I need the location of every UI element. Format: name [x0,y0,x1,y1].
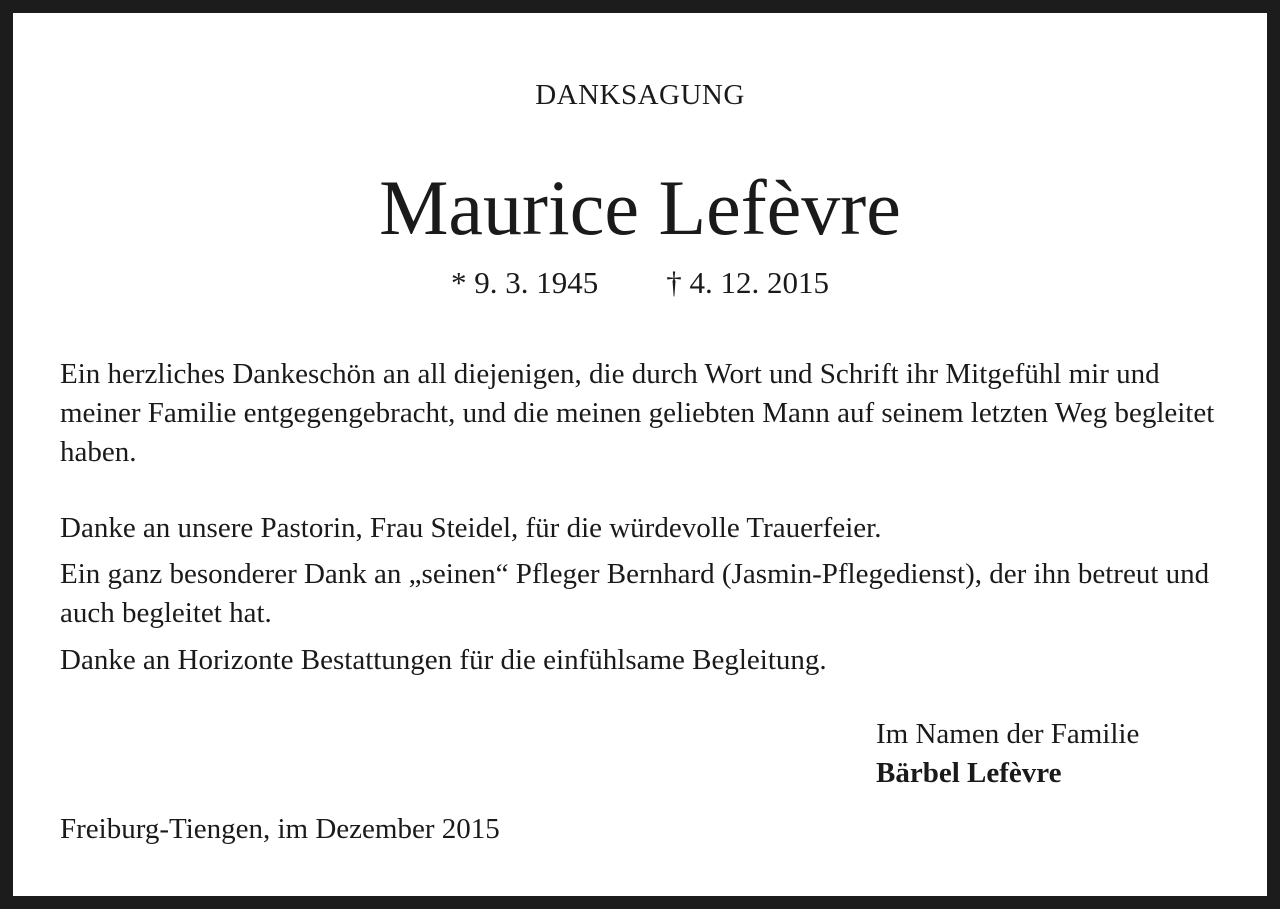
deceased-name: Maurice Lefèvre [379,164,901,251]
signature-block [876,715,1139,793]
thanks-paragraph-4: Danke an Horizonte Bestattungen für die einfühlsame Begleitung. [60,644,827,676]
signature-line: Im Namen der Familie [876,718,1140,750]
thanks-paragraph-3: Ein ganz besonderer Dank an „seinen“ Pfleger Bernhard (Jasmin-Pflegedienst), der ihn betreut und auch begleitet hat. [60,558,1210,629]
place-and-date: Freiburg-Tiengen, im Dezember 2015 [60,813,500,845]
death-date: † 4. 12. 2015 [666,265,829,300]
thanks-paragraph-2: Danke an unsere Pastorin, Frau Steidel, für die würdevolle Trauerfeier. [60,512,882,544]
life-dates [13,265,1267,301]
signer-name: Bärbel Lefèvre [876,757,1062,789]
birth-date: * 9. 3. 1945 [451,265,599,300]
thanks-paragraph-1: Ein herzliches Dankeschön an all diejenigen, die durch Wort und Schrift ihr Mitgefühl mir und meiner Familie entgegengebracht, und die meinen geliebten Mann auf seinem letzten Weg begleitet haben. [60,358,1215,468]
notice-heading: DANKSAGUNG [535,79,745,111]
